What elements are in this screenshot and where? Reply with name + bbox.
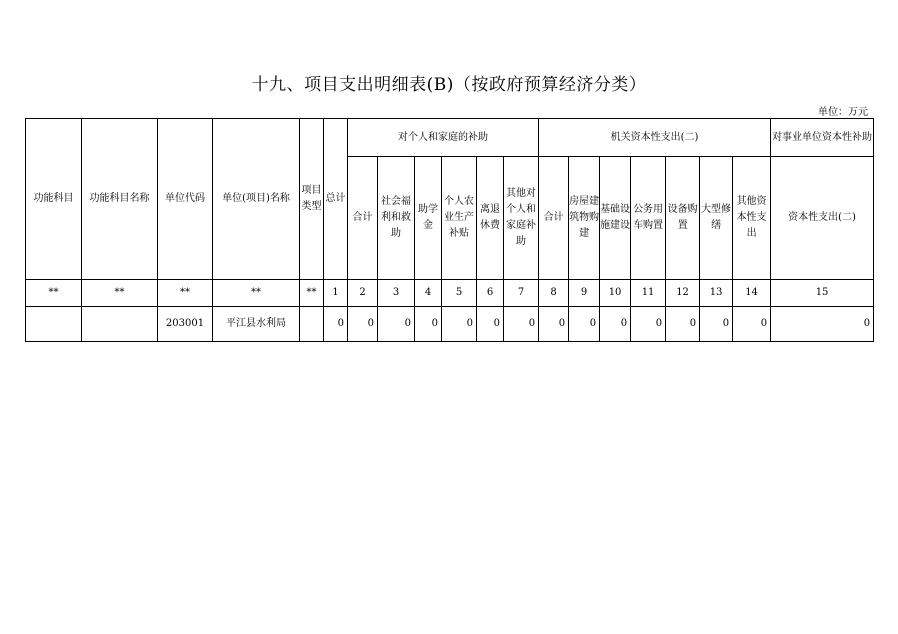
index-cell: 5: [442, 280, 477, 307]
header-a-equipment: 设备购置: [666, 157, 700, 280]
index-cell: 6: [477, 280, 504, 307]
header-group-enterprise: 对事业单位资本性补助: [771, 119, 874, 157]
index-cell: 8: [539, 280, 569, 307]
cell-unit-code: 203001: [158, 307, 213, 342]
index-cell: 4: [415, 280, 442, 307]
cell-a-vehicle: 0: [631, 307, 666, 342]
header-a-other: 其他资本性支出: [733, 157, 771, 280]
page-title: 十九、项目支出明细表(B)（按政府预算经济分类）: [251, 75, 647, 95]
cell-p-welfare: 0: [378, 307, 415, 342]
index-cell: **: [82, 280, 158, 307]
index-cell: 3: [378, 280, 415, 307]
header-a-repair: 大型修缮: [700, 157, 733, 280]
header-group-personal: 对个人和家庭的补助: [348, 119, 539, 157]
header-a-total: 合计: [539, 157, 569, 280]
index-cell: 12: [666, 280, 700, 307]
header-group-agency: 机关资本性支出(二): [539, 119, 771, 157]
cell-a-other: 0: [733, 307, 771, 342]
index-cell: 7: [504, 280, 539, 307]
header-a-infra: 基础设施建设: [600, 157, 631, 280]
header-a-vehicle: 公务用车购置: [631, 157, 666, 280]
index-cell: **: [26, 280, 82, 307]
header-p-total: 合计: [348, 157, 378, 280]
header-project-type: 项目类型: [300, 119, 324, 280]
header-p-farm: 个人农业生产补贴: [442, 157, 477, 280]
index-cell: 2: [348, 280, 378, 307]
index-cell: 1: [324, 280, 348, 307]
header-row-group: [26, 119, 874, 157]
unit-label: 单位：万元: [818, 107, 868, 118]
index-cell: 11: [631, 280, 666, 307]
index-row: [26, 280, 874, 307]
header-e-capital: 资本性支出(二): [771, 157, 874, 280]
header-a-building: 房屋建筑物购建: [569, 157, 600, 280]
cell-project-type: [300, 307, 324, 342]
header-unit-code: 单位代码: [158, 119, 213, 280]
header-func-code: 功能科目: [26, 119, 82, 280]
cell-a-total: 0: [539, 307, 569, 342]
index-cell: **: [213, 280, 300, 307]
cell-a-infra: 0: [600, 307, 631, 342]
cell-func-code: [26, 307, 82, 342]
header-func-name: 功能科目名称: [82, 119, 158, 280]
index-cell: **: [300, 280, 324, 307]
cell-a-equipment: 0: [666, 307, 700, 342]
header-p-other: 其他对个人和家庭补助: [504, 157, 539, 280]
cell-p-farm: 0: [442, 307, 477, 342]
header-p-welfare: 社会福利和救助: [378, 157, 415, 280]
index-cell: 13: [700, 280, 733, 307]
cell-p-other: 0: [504, 307, 539, 342]
budget-table: [25, 118, 874, 342]
table-row: [26, 307, 874, 342]
header-total: 总计: [324, 119, 348, 280]
index-cell: 9: [569, 280, 600, 307]
cell-total: 0: [324, 307, 348, 342]
cell-func-name: [82, 307, 158, 342]
cell-a-building: 0: [569, 307, 600, 342]
header-p-retire: 离退休费: [477, 157, 504, 280]
cell-p-grant: 0: [415, 307, 442, 342]
index-cell: 14: [733, 280, 771, 307]
cell-e-capital: 0: [771, 307, 874, 342]
cell-a-repair: 0: [700, 307, 733, 342]
index-cell: 15: [771, 280, 874, 307]
header-p-grant: 助学金: [415, 157, 442, 280]
cell-p-retire: 0: [477, 307, 504, 342]
index-cell: **: [158, 280, 213, 307]
index-cell: 10: [600, 280, 631, 307]
cell-unit-name: 平江县水利局: [213, 307, 300, 342]
cell-p-total: 0: [348, 307, 378, 342]
header-unit-name: 单位(项目)名称: [213, 119, 300, 280]
